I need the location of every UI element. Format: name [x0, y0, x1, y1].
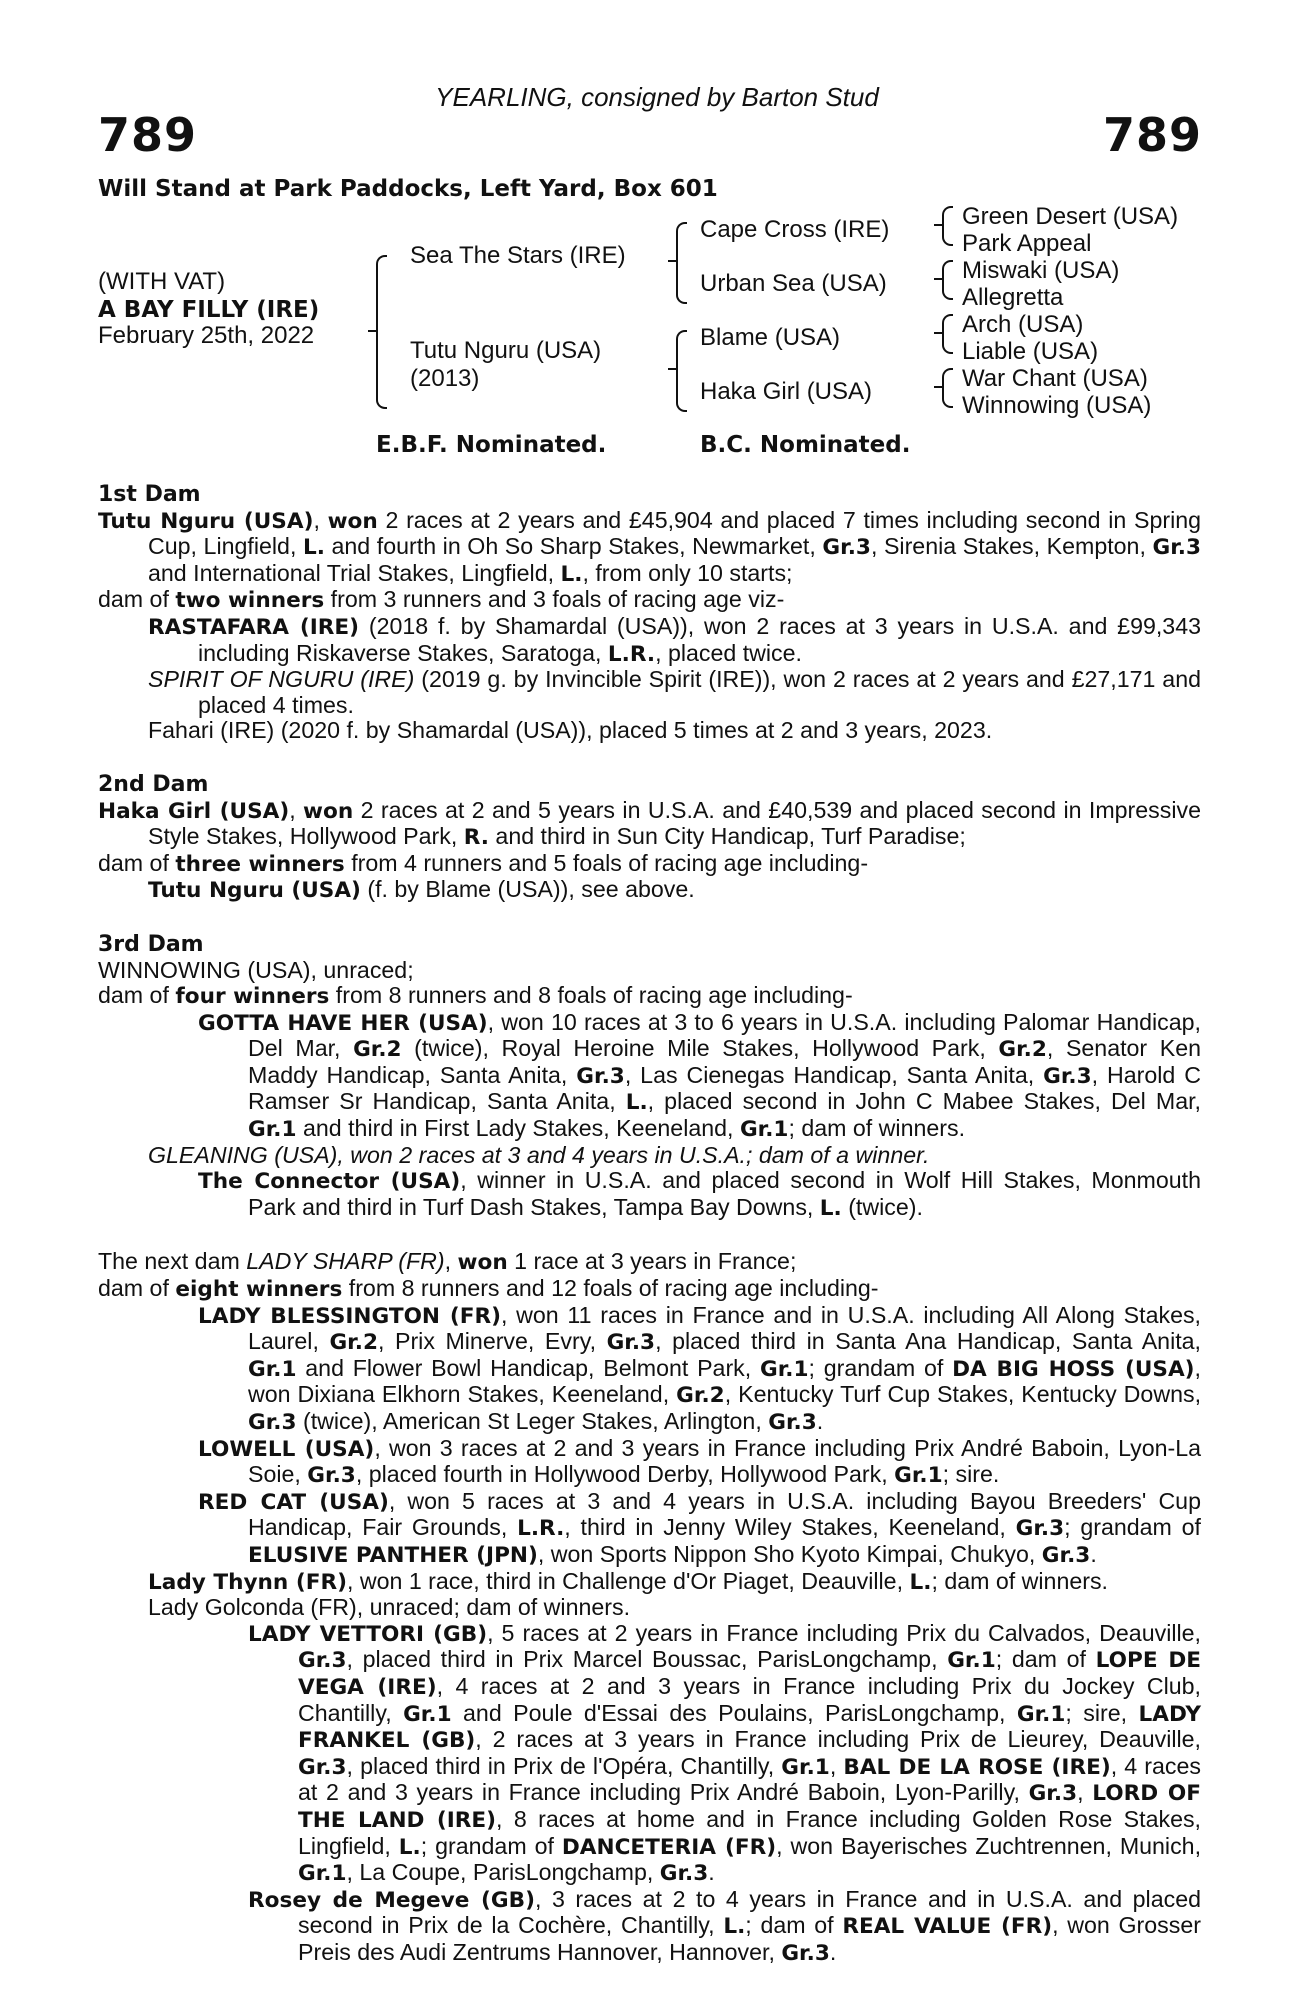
text-run: ; dam of winners. — [931, 1567, 1108, 1594]
produce-record — [98, 482, 1201, 1966]
text-run: and third in Sun City Handicap, Turf Paradise; — [488, 823, 966, 850]
produce-entry — [98, 1489, 1201, 1569]
text-run: , — [1077, 1779, 1093, 1806]
bold-text-run: Gr.2 — [329, 1330, 378, 1356]
text-run: and fourth in Oh So Sharp Stakes, Newmarket, — [324, 533, 823, 560]
text-run: , — [313, 506, 328, 533]
text-run: , — [444, 1248, 458, 1275]
text-run: (twice), Royal Heroine Mile Stakes, Hollywood Park, — [401, 1035, 999, 1062]
pedigree-brace — [376, 255, 387, 409]
foaling-date: February 25th, 2022 — [98, 322, 315, 349]
text-run: , winner in U.S.A. and placed second in Wolf Hill Stakes, Monmouth Park and third in Turf Dash Stakes, Tampa Bay Downs, — [248, 1167, 1201, 1220]
great-grandsire-1: Green Desert (USA) — [962, 203, 1179, 230]
bold-text-run: Gr.1 — [403, 1701, 452, 1727]
text-run: , won Dixiana Elkhorn Stakes, Keeneland, — [248, 1354, 1201, 1408]
pedigree-brace-tip — [934, 386, 942, 388]
pedigree-brace — [676, 222, 687, 304]
first-dam-section — [98, 482, 1201, 744]
bc-nomination: B.C. Nominated. — [700, 432, 911, 458]
bold-text-run: Tutu Nguru (USA) — [148, 878, 361, 904]
bold-text-run: L.R. — [517, 1516, 565, 1542]
pedigree-brace — [676, 330, 687, 412]
great-granddam-1: Park Appeal — [962, 230, 1092, 257]
pedigree-brace — [942, 314, 953, 354]
bold-text-run: REAL VALUE (FR) — [842, 1914, 1053, 1940]
bold-text-run: Gr.3 — [659, 1861, 709, 1887]
bold-text-run: Gr.3 — [606, 1330, 656, 1356]
text-run: from 8 runners and 8 foals of racing age including- — [329, 982, 853, 1009]
great-grandsire-2: Miswaki (USA) — [962, 257, 1120, 284]
produce-summary — [98, 851, 1201, 878]
dam-dam: Haka Girl (USA) — [700, 378, 873, 405]
produce-summary — [98, 587, 1201, 614]
bold-text-run: Gr.3 — [1041, 1542, 1091, 1568]
bold-text-run: Lady Thynn (FR) — [148, 1569, 347, 1595]
text-run: from 8 runners and 12 foals of racing age including- — [342, 1275, 879, 1302]
bold-text-run: Tutu Nguru (USA) — [98, 508, 314, 534]
bold-text-run: L. — [819, 1195, 842, 1221]
text-run: and Poule d'Essai des Poulains, ParisLongchamp, — [451, 1699, 1017, 1726]
bold-text-run: Gr.1 — [298, 1861, 347, 1887]
text-run: , 2 races at 3 years in France including Prix de Lieurey, Deauville, — [475, 1726, 1201, 1753]
text-run: , won 1 race, third in Challenge d'Or Piaget, Deauville, — [346, 1567, 910, 1594]
bold-text-run: won — [327, 508, 378, 534]
text-run: , 3 races at 2 to 4 years in France and in U.S.A. and placed second in Prix de la Cochère, Chantilly, — [298, 1885, 1201, 1939]
section-heading: 3rd Dam — [98, 931, 204, 957]
bold-text-run: Gr.2 — [998, 1037, 1047, 1063]
text-run: dam of — [98, 849, 176, 876]
text-run: , Las Cienegas Handicap, Santa Anita, — [624, 1061, 1044, 1088]
produce-entry — [98, 1569, 1201, 1596]
text-run: . — [816, 1408, 824, 1434]
sire-dam: Urban Sea (USA) — [700, 270, 887, 297]
text-run: , 4 races at 2 and 3 years in France including Prix André Baboin, Lyon-Parilly, — [298, 1752, 1201, 1806]
dam-record — [98, 958, 1201, 984]
bold-text-run: Gr.3 — [1028, 1781, 1078, 1807]
bold-text-run: L. — [560, 561, 583, 587]
dam: Tutu Nguru (USA) — [410, 337, 602, 364]
great-granddam-4: Winnowing (USA) — [962, 392, 1152, 419]
bold-text-run: Gr.3 — [1015, 1516, 1065, 1542]
text-run: 1 race at 3 years in France; — [507, 1248, 797, 1275]
text-run: dam of — [98, 1275, 176, 1302]
text-run: The next dam — [98, 1248, 247, 1275]
text-run: , placed twice. — [655, 639, 802, 666]
bold-text-run: LOWELL (USA) — [198, 1436, 375, 1462]
great-grandsire-4: War Chant (USA) — [962, 365, 1148, 392]
bold-text-run: Gr.2 — [353, 1037, 402, 1063]
text-run: ; dam of winners. — [788, 1115, 966, 1142]
text-run: , 5 races at 2 years in France including Prix du Calvados, Deauville, — [487, 1619, 1201, 1646]
pedigree-brace — [942, 260, 953, 300]
bold-text-run: Gr.3 — [1043, 1063, 1092, 1089]
bold-text-run: Gr.3 — [307, 1463, 356, 1489]
italic-text-run: GLEANING (USA) — [148, 1141, 338, 1168]
text-run: , placed fourth in Hollywood Derby, Hollywood Park, — [355, 1461, 895, 1488]
text-run: , La Coupe, ParisLongchamp, — [346, 1859, 660, 1886]
dam-year: (2013) — [410, 365, 480, 392]
great-granddam-3: Liable (USA) — [962, 338, 1099, 365]
bold-text-run: DA BIG HOSS (USA) — [952, 1356, 1195, 1382]
text-run: , 8 races at home and in France including Golden Rose Stakes, Lingfield, — [298, 1805, 1201, 1859]
text-run: Lady Golconda (FR), unraced; dam of winners. — [148, 1594, 631, 1621]
produce-entry — [98, 1595, 1201, 1621]
horse-name: A BAY FILLY (IRE) — [98, 297, 320, 323]
text-run: ; dam of — [995, 1646, 1096, 1673]
italic-text-run: , won 2 races at 3 and 4 years in U.S.A.; dam of a winner. — [337, 1141, 930, 1168]
vat-note: (WITH VAT) — [98, 268, 226, 295]
sire: Sea The Stars (IRE) — [410, 242, 626, 269]
text-run: , won Bayerisches Zuchtrennen, Munich, — [776, 1832, 1202, 1859]
bold-text-run: Gr.3 — [248, 1410, 297, 1435]
bold-text-run: won — [303, 798, 354, 824]
text-run: , placed third in Santa Ana Handicap, Santa Anita, — [655, 1328, 1201, 1355]
pedigree-brace-tip — [934, 224, 942, 226]
text-run: . — [1090, 1540, 1097, 1567]
produce-entry — [98, 1143, 1201, 1169]
text-run: , from only 10 starts; — [582, 559, 793, 586]
dam-sire: Blame (USA) — [700, 324, 841, 351]
text-run: (f. by Blame (USA)), see above. — [360, 876, 695, 903]
third-dam-section — [98, 932, 1201, 1222]
text-run: . — [708, 1859, 715, 1886]
bold-text-run: Gr.3 — [768, 1410, 817, 1435]
text-run: ; sire, — [1065, 1699, 1139, 1726]
italic-text-run: SPIRIT OF NGURU (IRE) — [148, 666, 415, 693]
lot-number-right: 789 — [1102, 108, 1202, 162]
text-run: (twice), American St Leger Stakes, Arlington, — [296, 1408, 769, 1434]
bold-text-run: Gr.3 — [298, 1648, 347, 1674]
bold-text-run: Gr.1 — [781, 1754, 830, 1780]
stand-location: Will Stand at Park Paddocks, Left Yard, Box 601 — [98, 176, 718, 202]
text-run: 2 races at 2 and 5 years in U.S.A. and £40,539 and placed second in Impressive Style Stakes, Hollywood Park, — [148, 796, 1201, 850]
lot-number-left: 789 — [98, 108, 198, 162]
bold-text-run: L. — [909, 1569, 932, 1595]
bold-text-run: L. — [625, 1090, 648, 1116]
sire-sire: Cape Cross (IRE) — [700, 216, 890, 243]
bold-text-run: R. — [463, 825, 489, 851]
text-run: , placed third in Prix Marcel Boussac, ParisLongchamp, — [346, 1646, 948, 1673]
section-heading: 2nd Dam — [98, 771, 209, 797]
text-run: , Sirenia Stakes, Kempton, — [870, 533, 1153, 560]
bold-text-run: RED CAT (USA) — [198, 1489, 389, 1515]
produce-entry — [98, 614, 1201, 667]
text-run: , third in Jenny Wiley Stakes, Keeneland, — [564, 1514, 1016, 1541]
text-run: , — [829, 1752, 844, 1779]
bold-text-run: ELUSIVE PANTHER (JPN) — [248, 1542, 538, 1568]
bold-text-run: Gr.2 — [676, 1383, 725, 1409]
bold-text-run: L. — [302, 535, 325, 561]
text-run: , placed third in Prix de l'Opéra, Chantilly, — [346, 1752, 782, 1779]
text-run: , won 5 races at 3 and 4 years in U.S.A. including Bayou Breeders' Cup Handicap, Fair Grounds, — [248, 1487, 1201, 1541]
text-run: ; grandam of — [420, 1832, 562, 1859]
text-run: and third in First Lady Stakes, Keeneland, — [296, 1115, 740, 1142]
produce-summary — [98, 1276, 1201, 1303]
bold-text-run: Gr.1 — [947, 1648, 996, 1674]
bold-text-run: LADY VETTORI (GB) — [248, 1621, 488, 1647]
text-run: WINNOWING (USA), unraced; — [98, 956, 414, 983]
text-run: dam of — [98, 982, 176, 1009]
pedigree-brace — [942, 206, 953, 246]
text-run: ; grandam of — [808, 1354, 953, 1381]
text-run: , Kentucky Turf Cup Stakes, Kentucky Downs, — [724, 1381, 1202, 1408]
bold-text-run: won — [457, 1250, 508, 1276]
text-run: , placed second in John C Mabee Stakes, Del Mar, — [647, 1088, 1201, 1115]
text-run: ; dam of — [745, 1912, 843, 1939]
bold-text-run: Gr.3 — [298, 1754, 347, 1780]
text-run: , won 3 races at 2 and 3 years in France including Prix André Baboin, Lyon-La Soie, — [248, 1434, 1201, 1488]
bold-text-run: LADY BLESSINGTON (FR) — [198, 1303, 501, 1329]
produce-entry — [98, 1436, 1201, 1489]
great-grandsire-3: Arch (USA) — [962, 311, 1084, 338]
section-heading: 1st Dam — [98, 482, 201, 507]
bold-text-run: Rosey de Megeve (GB) — [248, 1887, 535, 1913]
bold-text-run: GOTTA HAVE HER (USA) — [198, 1010, 488, 1036]
bold-text-run: Gr.1 — [1016, 1701, 1066, 1727]
bold-text-run: two winners — [175, 588, 325, 614]
bold-text-run: LORD OF THE LAND (IRE) — [298, 1781, 1201, 1833]
bold-text-run: LOPE DE VEGA (IRE) — [298, 1648, 1202, 1700]
bold-text-run: Gr.1 — [248, 1117, 297, 1143]
text-run: Fahari (IRE) (2020 f. by Shamardal (USA)), placed 5 times at 2 and 3 years, 2023. — [148, 717, 993, 744]
text-run: 2 races at 2 years and £45,904 and placed 7 times including second in Spring Cup, Lingfield, — [148, 506, 1202, 560]
bold-text-run: BAL DE LA ROSE (IRE) — [843, 1754, 1111, 1780]
text-run: (2018 f. by Shamardal (USA)), won 2 races at 3 years in U.S.A. and £99,343 including Riskaverse Stakes, Saratoga, — [198, 612, 1201, 666]
text-run: from 4 runners and 5 foals of racing age including- — [344, 849, 869, 876]
pedigree-brace-tip — [668, 260, 676, 262]
bold-text-run: L.R. — [607, 641, 656, 667]
produce-summary — [98, 983, 1201, 1010]
pedigree-brace-tip — [934, 278, 942, 280]
text-run: , Prix Minerve, Evry, — [377, 1328, 607, 1355]
bold-text-run: RASTAFARA (IRE) — [148, 614, 360, 640]
great-granddam-2: Allegretta — [962, 284, 1064, 311]
text-run: ; sire. — [942, 1461, 1000, 1488]
produce-entry — [98, 667, 1201, 718]
bold-text-run: The Connector (USA) — [198, 1169, 461, 1195]
pedigree-brace-tip — [668, 368, 676, 370]
bold-text-run: DANCETERIA (FR) — [561, 1834, 777, 1860]
text-run: , won Sports Nippon Sho Kyoto Kimpai, Chukyo, — [537, 1540, 1042, 1567]
text-run: and International Trial Stakes, Lingfield, — [148, 559, 561, 586]
bold-text-run: Gr.3 — [1152, 535, 1201, 561]
bold-text-run: L. — [723, 1914, 746, 1940]
text-run: and Flower Bowl Handicap, Belmont Park, — [296, 1354, 760, 1381]
text-run: , — [289, 796, 304, 823]
dam-record — [98, 1249, 1201, 1276]
italic-text-run: LADY SHARP (FR) — [246, 1248, 445, 1275]
next-dam-section — [98, 1249, 1201, 1966]
produce-entry — [98, 1621, 1201, 1887]
produce-entry — [98, 877, 1201, 904]
dam-record — [98, 508, 1201, 588]
second-dam-section — [98, 772, 1201, 904]
ebf-nomination: E.B.F. Nominated. — [376, 432, 607, 458]
bold-text-run: four winners — [175, 984, 330, 1010]
pedigree-brace-tip — [934, 332, 942, 334]
text-run: from 3 runners and 3 foals of racing age viz- — [324, 586, 785, 613]
text-run: , won Grosser Preis des Audi Zentrums Hannover, Hannover, — [298, 1912, 1201, 1965]
produce-entry — [98, 1303, 1201, 1436]
text-run: , 4 races at 2 and 3 years in France including Prix du Jockey Club, Chantilly, — [298, 1672, 1201, 1726]
bold-text-run: Gr.3 — [576, 1063, 625, 1089]
bold-text-run: Gr.1 — [248, 1356, 297, 1382]
bold-text-run: three winners — [175, 851, 345, 877]
bold-text-run: Haka Girl (USA) — [98, 798, 290, 824]
produce-entry — [98, 1010, 1201, 1143]
text-run: , Harold C Ramser Sr Handicap, Santa Anita, — [248, 1061, 1201, 1115]
bold-text-run: L. — [398, 1834, 421, 1860]
text-run: (twice). — [841, 1193, 923, 1220]
dam-record — [98, 798, 1201, 851]
text-run: . — [829, 1938, 837, 1965]
bold-text-run: LADY FRANKEL (GB) — [298, 1701, 1201, 1754]
bold-text-run: Gr.1 — [759, 1356, 809, 1382]
consignment-line: YEARLING, consigned by Barton Stud — [435, 82, 879, 112]
produce-entry — [98, 1168, 1201, 1221]
bold-text-run: Gr.1 — [894, 1463, 943, 1489]
text-run: dam of — [98, 586, 176, 613]
text-run: , won 10 races at 3 to 6 years in U.S.A. including Palomar Handicap, Del Mar, — [248, 1008, 1201, 1062]
pedigree-brace — [942, 368, 953, 408]
bold-text-run: eight winners — [175, 1277, 343, 1303]
text-run: , Senator Ken Maddy Handicap, Santa Anita, — [248, 1035, 1201, 1088]
produce-entry — [98, 718, 1201, 744]
pedigree-brace-tip — [368, 330, 376, 332]
text-run: , won 11 races in France and in U.S.A. including All Along Stakes, Laurel, — [248, 1301, 1202, 1355]
text-run: (2019 g. by Invincible Spirit (IRE)), won 2 races at 2 years and £27,171 and placed 4 times. — [198, 666, 1201, 718]
bold-text-run: Gr.3 — [781, 1940, 830, 1966]
bold-text-run: Gr.3 — [822, 535, 871, 561]
bold-text-run: Gr.1 — [739, 1117, 789, 1143]
produce-entry — [98, 1887, 1201, 1967]
text-run: ; grandam of — [1064, 1514, 1201, 1541]
